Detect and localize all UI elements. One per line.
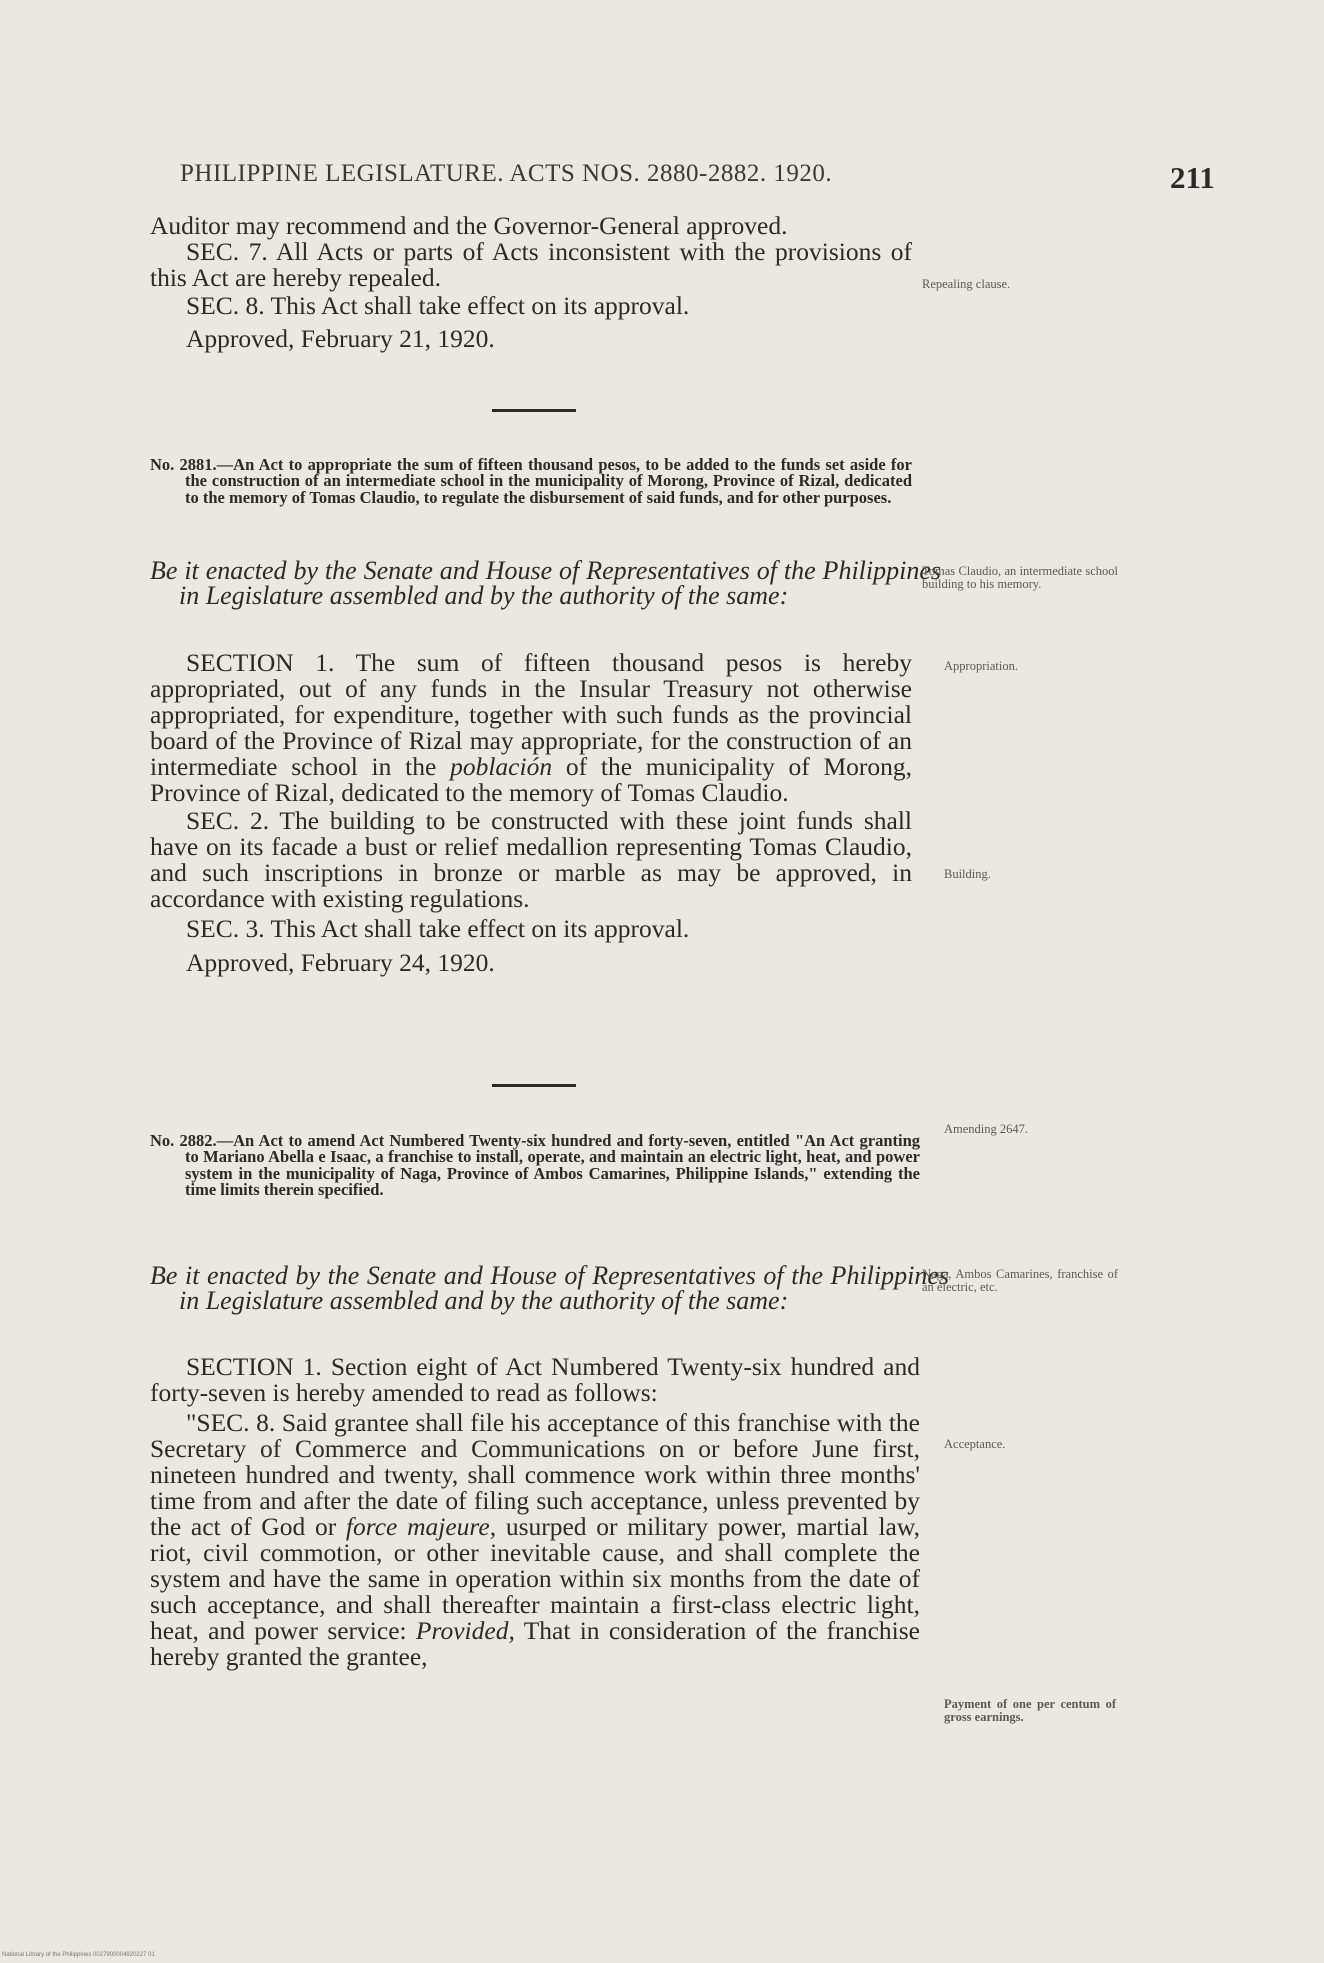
act-2882-section-8-text-cont: usurped or military power, martial law, riot, civil commotion, or other inevitable cause, and shall complete the system and have the same in operation within six months from the date of such acceptance, and shall thereafter maintain a first-class electric light, heat, and power service: xyxy=(150,1512,921,1645)
act-2880-section-7: SEC. 7. All Acts or parts of Acts inconsistent with the provisions of this Act are hereby repealed. xyxy=(150,237,912,292)
act-2882-provided: Provided, xyxy=(415,1616,515,1645)
page-number: 211 xyxy=(1170,160,1215,195)
act-2881-poblacion: población xyxy=(450,752,553,781)
act-2880-approved: Approved, February 21, 1920. xyxy=(186,324,495,353)
act-2882-amended-section-8 xyxy=(150,1410,920,1670)
margin-note-appropriation: Appropriation. xyxy=(944,659,1018,673)
act-2882-enacting-clause: Be it enacted by the Senate and House of Representatives of the Philippines in Legislature assembled and by the authority of the same: xyxy=(150,1261,949,1315)
act-2881-title-text: No. 2881.—An Act to appropriate the sum of fifteen thousand pesos, to be added to the funds set aside for the construction of an intermediate school in the municipality of Morong, Province of Rizal, dedicated to the memory of Tomas Claudio, to regulate the disbursement of said funds, and for other purposes. xyxy=(150,454,912,507)
margin-note-amending: Amending 2647. xyxy=(944,1122,1029,1136)
act-2882-section-8-text-end: That in consideration of the franchise hereby granted the grantee, xyxy=(150,1616,921,1671)
section-divider-2 xyxy=(492,1084,576,1087)
act-2882-section-8-text: "SEC. 8. Said grantee shall file his acceptance of this franchise with the Secretary of Commerce and Communications on or before June first, nineteen hundred and twenty, shall commence work within three months' time from and after the date of filing such acceptance, unless prevented by the act of God or xyxy=(150,1408,920,1541)
act-2881-enacting-clause: Be it enacted by the Senate and House of Representatives of the Philippines in Legislature assembled and by the authority of the same: xyxy=(150,556,941,610)
act-2881-section-3: SEC. 3. This Act shall take effect on its approval. xyxy=(186,914,690,943)
act-2882-body xyxy=(150,1354,920,1670)
act-2882-title xyxy=(150,1116,920,1215)
act-2882-title-text: No. 2882.—An Act to amend Act Numbered Twenty-six hundred and forty-seven, entitled "An Act granting to Mariano Abella e Isaac, a franchise to install, operate, and maintain an electric light, heat, and power system in the municipality of Naga, Province of Ambos Camarines, Philippine Islands," extending the time limits therein specified. xyxy=(150,1130,920,1199)
margin-note-building: Building. xyxy=(944,867,991,881)
act-2881-approved: Approved, February 24, 1920. xyxy=(186,948,495,977)
section-divider xyxy=(492,409,576,412)
act-2881-section-2: SEC. 2. The building to be constructed with these joint funds shall have on its facade a bust or relief medallion representing Tomas Claudio, and such inscriptions in bronze or marble as may be approved, in accordance with existing regulations. xyxy=(150,806,912,913)
margin-note-repealing: Repealing clause. xyxy=(922,277,1011,291)
margin-note-naga: Naga, Ambos Camarines, franchise of an electric, etc. xyxy=(922,1267,1118,1294)
act-2881-section-1-text: SECTION 1. The sum of fifteen thousand pesos is hereby appropriated, out of any funds in the Insular Treasury not otherwise appropriated, for expenditure, together with such funds as the provincial board of the Province of Rizal may appropriate, for the construction of an intermediate school in the xyxy=(150,648,912,781)
act-2881-section-1 xyxy=(150,650,912,806)
act-2882-force-majeure: force majeure, xyxy=(345,1512,497,1541)
act-2880-tail xyxy=(150,213,912,352)
margin-note-tomas-claudio: Tomas Claudio, an intermediate school building to his memory. xyxy=(922,564,1118,591)
scan-footer: National Library of the Philippines 0027900004920227 01 xyxy=(2,1952,155,1958)
act-2881-body xyxy=(150,650,912,976)
running-header: PHILIPPINE LEGISLATURE. ACTS NOS. 2880-2882. 1920. xyxy=(180,160,833,187)
act-2880-auditor-paragraph: Auditor may recommend and the Governor-General approved. xyxy=(150,211,788,240)
margin-note-payment: Payment of one per centum of gross earnings. xyxy=(944,1697,1116,1724)
act-2881-title xyxy=(150,440,912,523)
act-2881-section-1-text-end: of the municipality of Morong, Province of Rizal, dedicated to the memory of Tomas Claudio. xyxy=(150,752,913,807)
act-2882-section-1: SECTION 1. Section eight of Act Numbered Twenty-six hundred and forty-seven is hereby amended to read as follows: xyxy=(150,1352,920,1407)
margin-note-acceptance: Acceptance. xyxy=(944,1437,1006,1451)
act-2880-section-8: SEC. 8. This Act shall take effect on its approval. xyxy=(186,291,690,320)
